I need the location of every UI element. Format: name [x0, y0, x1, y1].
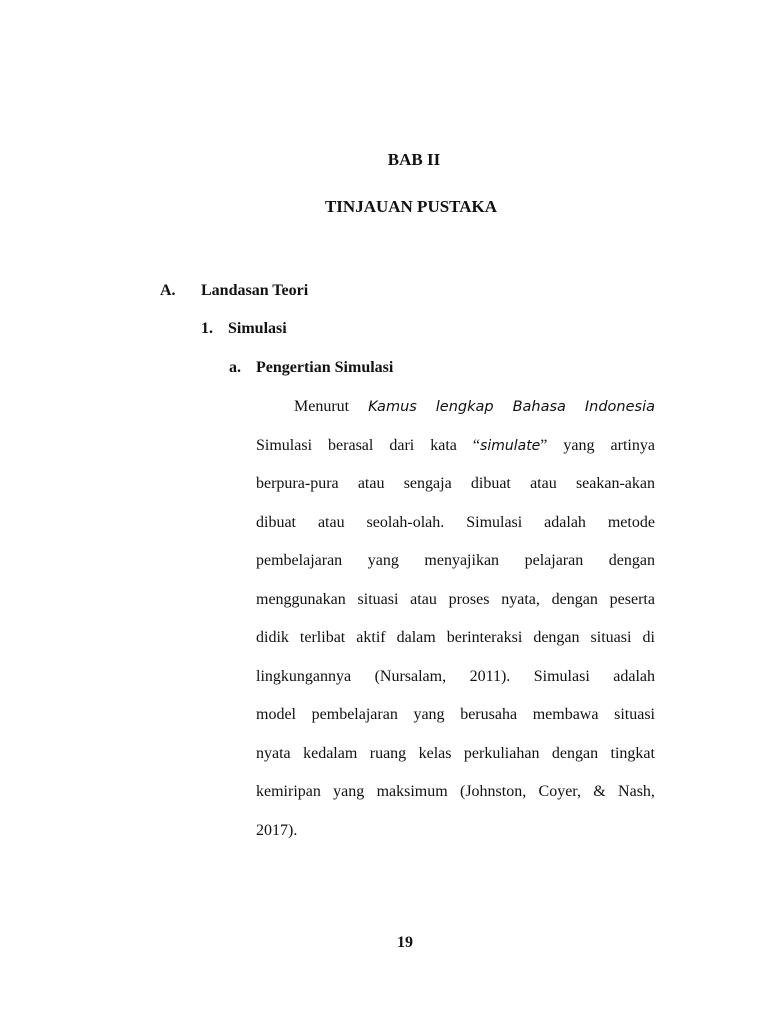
paragraph-word: kata [430, 436, 457, 454]
chapter-number: BAB II [387, 150, 441, 169]
paragraph-word: dari [389, 436, 415, 454]
paragraph-word: Nash, [618, 783, 655, 800]
paragraph-line [256, 666, 655, 705]
paragraph-word: situasi [614, 706, 655, 723]
paragraph-word: tingkat [610, 744, 655, 762]
paragraph-word: aktif [356, 629, 386, 646]
paragraph-word: menyajikan [424, 552, 500, 569]
paragraph-word: dalam [396, 629, 436, 646]
paragraph-word: atau [357, 475, 385, 492]
paragraph-line [256, 435, 655, 474]
paragraph-word: seolah-olah. [366, 513, 445, 531]
paragraph-word: & [593, 783, 606, 800]
paragraph-word: nyata [256, 744, 291, 762]
paragraph-line [256, 627, 655, 666]
paragraph-word: Indonesia [584, 399, 655, 415]
body-paragraph [256, 396, 655, 858]
chapter-title: TINJAUAN PUSTAKA [324, 197, 498, 216]
paragraph-word: menggunakan [256, 590, 346, 608]
paragraph-word: pelajaran [524, 552, 584, 569]
paragraph-word: Kamus [368, 399, 417, 415]
paragraph-word: atau [530, 475, 557, 492]
paragraph-word: model [256, 706, 296, 723]
paragraph-word: metode [607, 513, 655, 531]
paragraph-word: Coyer, [538, 783, 581, 800]
paragraph-word: pembelajaran [256, 552, 343, 569]
paragraph-word: kemiripan [256, 783, 321, 800]
paragraph-line [256, 820, 655, 859]
paragraph-word: atau [410, 590, 437, 608]
paragraph-word: yang [563, 436, 595, 454]
paragraph-word: Bahasa [512, 399, 566, 415]
paragraph-word: pembelajaran [311, 706, 398, 723]
paragraph-word: berasal [328, 436, 374, 454]
paragraph-word: ruang [369, 744, 407, 762]
paragraph-word: dengan [608, 552, 655, 569]
subsection-title: Simulasi [228, 320, 287, 337]
paragraph-word: peserta [609, 590, 655, 608]
paragraph-word: lengkap [435, 399, 494, 415]
paragraph-word: dengan [551, 744, 599, 762]
section-title: Landasan Teori [201, 282, 309, 299]
paragraph-line [256, 781, 655, 820]
paragraph-word: Simulasi [466, 513, 523, 531]
paragraph-word: yang [367, 552, 399, 569]
paragraph-word: (Nursalam, [374, 667, 447, 685]
paragraph-line [256, 704, 655, 743]
paragraph-word: sengaja [403, 475, 452, 492]
paragraph-word: perkuliahan [463, 744, 540, 762]
paragraph-word: dengan [533, 629, 580, 646]
paragraph-word: 2011). [469, 667, 511, 685]
paragraph-line [256, 743, 655, 782]
paragraph-line [256, 550, 655, 589]
paragraph-line [256, 589, 655, 628]
paragraph-line [256, 473, 655, 512]
paragraph-word: kelas [418, 744, 452, 762]
subsubsection-title: Pengertian Simulasi [256, 359, 394, 376]
paragraph-word: adalah [544, 513, 586, 531]
paragraph-word: (Johnston, [459, 783, 527, 800]
paragraph-word: terlibat [299, 629, 346, 646]
paragraph-word: 2017). [256, 821, 298, 839]
paragraph-word: nyata, [501, 590, 540, 608]
paragraph-word: dibuat [470, 475, 511, 492]
section-marker: A. [160, 282, 176, 299]
paragraph-word: yang [333, 783, 365, 800]
paragraph-line [256, 396, 655, 435]
paragraph-line [256, 512, 655, 551]
page-number: 19 [397, 934, 413, 951]
paragraph-word: Simulasi [533, 667, 590, 685]
paragraph-word: maksimum [376, 783, 448, 800]
paragraph-word: berpura-pura [256, 475, 339, 492]
paragraph-word: adalah [613, 667, 655, 685]
paragraph-word: “simulate” [472, 436, 548, 454]
paragraph-word: artinya [610, 436, 655, 454]
paragraph-word: dibuat [256, 513, 296, 531]
subsubsection-heading [229, 359, 393, 377]
term-simulate: simulate [480, 437, 541, 454]
paragraph-word: berusaha [460, 706, 518, 723]
paragraph-word: kedalam [303, 744, 358, 762]
paragraph-word: proses [448, 590, 490, 608]
subsubsection-marker: a. [229, 359, 241, 376]
paragraph-word: seakan-akan [575, 475, 655, 492]
paragraph-word: dengan [551, 590, 598, 608]
subsection-heading [201, 320, 287, 338]
paragraph-word: situasi [357, 590, 399, 608]
paragraph-word: lingkungannya [256, 667, 352, 685]
paragraph-word: atau [317, 513, 345, 531]
paragraph-word: yang [413, 706, 445, 723]
paragraph-word: situasi [590, 629, 632, 646]
paragraph-word: didik [256, 629, 289, 646]
paragraph-word: Menurut [294, 398, 350, 415]
subsection-marker: 1. [201, 320, 213, 337]
paragraph-word: Simulasi [256, 436, 313, 454]
paragraph-word: berinteraksi [446, 629, 523, 646]
paragraph-word: membawa [532, 706, 599, 723]
paragraph-word: di [642, 629, 655, 646]
